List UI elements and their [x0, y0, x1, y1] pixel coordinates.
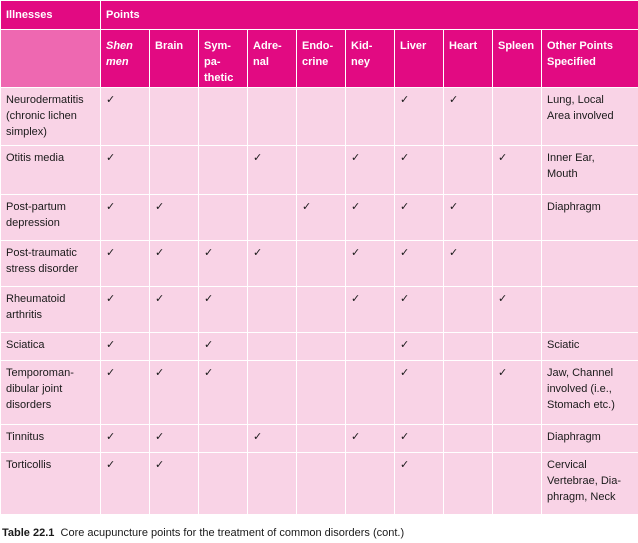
empty-cell: [493, 453, 542, 515]
check-mark: ✓: [101, 88, 150, 146]
check-mark: ✓: [395, 425, 444, 453]
check-mark: ✓: [346, 241, 395, 287]
empty-cell: [248, 453, 297, 515]
empty-cell: [248, 195, 297, 241]
check-mark: ✓: [395, 361, 444, 425]
header-row-top: [1, 1, 638, 30]
table-caption: [2, 527, 404, 539]
check-mark: ✓: [199, 287, 248, 333]
illness-cell: Tinnitus: [1, 425, 101, 453]
check-mark: ✓: [346, 287, 395, 333]
illness-cell: Rheumatoid arthritis: [1, 287, 101, 333]
column-header-sym-pa-thetic: Sym- pa- thetic: [199, 30, 248, 88]
check-mark: ✓: [199, 361, 248, 425]
illnesses-header: Illnesses: [1, 1, 101, 30]
check-mark: ✓: [199, 241, 248, 287]
empty-cell: [297, 425, 346, 453]
illnesses-header-blank: [1, 30, 101, 88]
empty-cell: [150, 333, 199, 361]
table-row: [1, 287, 638, 333]
check-mark: ✓: [444, 195, 493, 241]
table-row: [1, 453, 638, 515]
other-points-cell: Diaphragm: [542, 425, 638, 453]
column-header-spleen: Spleen: [493, 30, 542, 88]
empty-cell: [150, 88, 199, 146]
caption-text: Core acupuncture points for the treatment of common disorders (cont.): [60, 527, 405, 539]
check-mark: ✓: [395, 241, 444, 287]
table-row: [1, 425, 638, 453]
empty-cell: [248, 361, 297, 425]
check-mark: ✓: [346, 146, 395, 195]
table-row: [1, 333, 638, 361]
table-row: [1, 361, 638, 425]
check-mark: ✓: [395, 195, 444, 241]
empty-cell: [297, 146, 346, 195]
check-mark: ✓: [101, 241, 150, 287]
check-mark: ✓: [493, 287, 542, 333]
check-mark: ✓: [493, 361, 542, 425]
column-header-kid-ney: Kid- ney: [346, 30, 395, 88]
check-mark: ✓: [150, 241, 199, 287]
empty-cell: [297, 241, 346, 287]
caption-label: Table 22.1: [2, 527, 55, 539]
empty-cell: [493, 333, 542, 361]
check-mark: ✓: [297, 195, 346, 241]
empty-cell: [444, 287, 493, 333]
empty-cell: [346, 333, 395, 361]
column-header-shen-men: Shen men: [101, 30, 150, 88]
other-points-cell: [542, 241, 638, 287]
other-points-cell: Lung, Local Area involved: [542, 88, 638, 146]
check-mark: ✓: [101, 333, 150, 361]
empty-cell: [297, 287, 346, 333]
check-mark: ✓: [395, 453, 444, 515]
empty-cell: [444, 453, 493, 515]
check-mark: ✓: [248, 241, 297, 287]
empty-cell: [199, 88, 248, 146]
empty-cell: [493, 425, 542, 453]
check-mark: ✓: [101, 287, 150, 333]
check-mark: ✓: [395, 146, 444, 195]
check-mark: ✓: [444, 88, 493, 146]
illness-cell: Post-traumatic stress disorder: [1, 241, 101, 287]
column-header-other-points-specified: Other Points Specified: [542, 30, 638, 88]
table-row: [1, 146, 638, 195]
illness-cell: Neurodermatitis (chronic lichen simplex): [1, 88, 101, 146]
illness-cell: Torticollis: [1, 453, 101, 515]
check-mark: ✓: [248, 425, 297, 453]
table-body: [1, 88, 638, 515]
empty-cell: [444, 146, 493, 195]
check-mark: ✓: [395, 88, 444, 146]
other-points-cell: Jaw, Channel involved (i.e., Stomach etc.): [542, 361, 638, 425]
column-header-row: [1, 30, 638, 88]
column-header-liver: Liver: [395, 30, 444, 88]
check-mark: ✓: [101, 425, 150, 453]
empty-cell: [297, 453, 346, 515]
empty-cell: [297, 333, 346, 361]
check-mark: ✓: [101, 146, 150, 195]
check-mark: ✓: [101, 195, 150, 241]
empty-cell: [199, 453, 248, 515]
other-points-cell: Diaphragm: [542, 195, 638, 241]
points-header: Points: [101, 1, 638, 30]
other-points-cell: [542, 287, 638, 333]
check-mark: ✓: [248, 146, 297, 195]
column-header-endo-crine: Endo- crine: [297, 30, 346, 88]
empty-cell: [493, 88, 542, 146]
check-mark: ✓: [199, 333, 248, 361]
illness-cell: Temporoman- dibular joint disorders: [1, 361, 101, 425]
empty-cell: [444, 333, 493, 361]
empty-cell: [346, 88, 395, 146]
other-points-cell: Inner Ear, Mouth: [542, 146, 638, 195]
other-points-cell: Cervical Vertebrae, Dia- phragm, Neck: [542, 453, 638, 515]
check-mark: ✓: [444, 241, 493, 287]
empty-cell: [444, 425, 493, 453]
empty-cell: [248, 287, 297, 333]
check-mark: ✓: [493, 146, 542, 195]
empty-cell: [150, 146, 199, 195]
check-mark: ✓: [150, 361, 199, 425]
empty-cell: [346, 361, 395, 425]
other-points-cell: Sciatic: [542, 333, 638, 361]
check-mark: ✓: [346, 195, 395, 241]
check-mark: ✓: [395, 333, 444, 361]
check-mark: ✓: [395, 287, 444, 333]
empty-cell: [248, 88, 297, 146]
table-row: [1, 88, 638, 146]
empty-cell: [199, 195, 248, 241]
empty-cell: [493, 195, 542, 241]
empty-cell: [297, 361, 346, 425]
table-row: [1, 195, 638, 241]
check-mark: ✓: [150, 287, 199, 333]
check-mark: ✓: [150, 195, 199, 241]
check-mark: ✓: [150, 453, 199, 515]
column-header-brain: Brain: [150, 30, 199, 88]
empty-cell: [297, 88, 346, 146]
empty-cell: [346, 453, 395, 515]
check-mark: ✓: [101, 361, 150, 425]
empty-cell: [199, 425, 248, 453]
empty-cell: [444, 361, 493, 425]
empty-cell: [199, 146, 248, 195]
column-header-adre-nal: Adre- nal: [248, 30, 297, 88]
empty-cell: [248, 333, 297, 361]
check-mark: ✓: [150, 425, 199, 453]
check-mark: ✓: [101, 453, 150, 515]
check-mark: ✓: [346, 425, 395, 453]
illness-cell: Sciatica: [1, 333, 101, 361]
illness-cell: Post-partum depression: [1, 195, 101, 241]
table-row: [1, 241, 638, 287]
illness-cell: Otitis media: [1, 146, 101, 195]
column-header-heart: Heart: [444, 30, 493, 88]
empty-cell: [493, 241, 542, 287]
